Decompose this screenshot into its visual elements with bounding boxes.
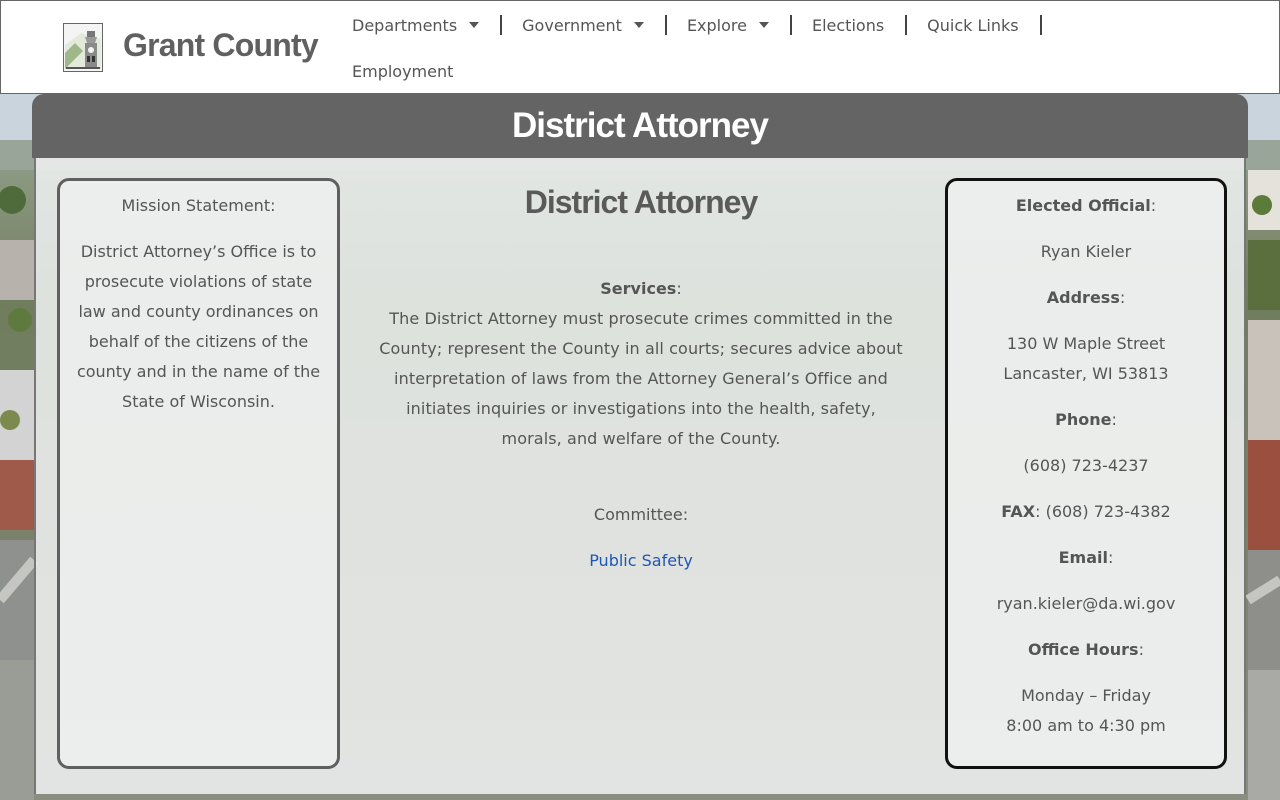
office-hours-heading: Office Hours: (1028, 640, 1144, 659)
address-line1: 130 W Maple Street (1006, 334, 1166, 353)
nav-divider (905, 15, 907, 35)
address-value (958, 329, 1214, 389)
main-nav (352, 13, 1062, 37)
elected-official-name: Ryan Kieler (1040, 242, 1132, 261)
phone-label: Phone (1055, 410, 1112, 429)
services-text: The District Attorney must prosecute crimes committed in the County; represent the County in all courts; secures advice about interpretation of laws from the Attorney General’s Office and initiates inquiries or investigations into the health, safety, morals, and welfare of the County. (379, 309, 903, 448)
elected-official-label: Elected Official (1015, 196, 1151, 215)
nav-quick-links-label: Quick Links (927, 15, 1019, 35)
fax-row: FAX: (608) 723-4382 (1001, 502, 1171, 521)
nav-employment-label: Employment (352, 61, 454, 81)
main-nav-row-2 (352, 59, 453, 83)
email-heading: Email: (1058, 548, 1114, 567)
courthouse-logo-icon (63, 23, 103, 72)
site-title[interactable]: Grant County (123, 27, 318, 63)
committee-label: Committee: (593, 505, 689, 524)
caret-down-icon (634, 22, 644, 28)
office-hours-days: Monday – Friday (1021, 686, 1151, 705)
committee-link[interactable]: Public Safety (589, 551, 693, 570)
office-hours-label: Office Hours (1028, 640, 1139, 659)
caret-down-icon (469, 22, 479, 28)
mission-card (57, 178, 340, 769)
fax-value: (608) 723-4382 (1045, 502, 1171, 521)
mission-text: District Attorney’s Office is to prosecute violations of state law and county ordinances on behalf of the citizens of the county and in the name of the State of Wisconsin. (76, 242, 321, 411)
nav-departments-label: Departments (352, 15, 458, 35)
nav-elections-label: Elections (811, 15, 885, 35)
nav-government-label: Government (522, 15, 622, 35)
nav-divider (1040, 15, 1042, 35)
services-label: Services (600, 279, 677, 298)
nav-explore-label: Explore (686, 15, 747, 35)
nav-departments[interactable] (352, 13, 479, 37)
department-title: District Attorney (524, 184, 758, 220)
office-hours-value (958, 681, 1214, 741)
nav-quick-links[interactable] (927, 13, 1018, 37)
caret-down-icon (759, 22, 769, 28)
phone-value: (608) 723-4237 (1023, 456, 1149, 475)
email-label: Email (1058, 548, 1108, 567)
site-header (0, 0, 1280, 94)
nav-divider (665, 15, 667, 35)
email-value: ryan.kieler@da.wi.gov (996, 594, 1176, 613)
services-heading: Services: (600, 279, 682, 298)
content-panel (32, 94, 1248, 794)
elected-official-heading: Elected Official: (1015, 196, 1157, 215)
fax-label: FAX (1001, 502, 1036, 521)
mission-heading: Mission Statement: (121, 196, 276, 215)
office-hours-time: 8:00 am to 4:30 pm (1006, 716, 1166, 735)
department-info (376, 182, 906, 576)
nav-divider (790, 15, 792, 35)
nav-elections[interactable] (812, 13, 884, 37)
address-heading: Address: (1046, 288, 1126, 307)
contact-card (945, 178, 1227, 769)
panel-body (34, 158, 1246, 794)
panel-header (32, 94, 1248, 158)
committee-value (376, 546, 906, 576)
address-label: Address (1046, 288, 1120, 307)
nav-explore[interactable] (687, 13, 769, 37)
nav-government[interactable] (522, 13, 644, 37)
nav-employment[interactable] (352, 59, 453, 83)
nav-divider (500, 15, 502, 35)
county-courthouse-logo[interactable] (63, 23, 103, 72)
address-line2: Lancaster, WI 53813 (1003, 364, 1169, 383)
page-title: District Attorney (512, 106, 768, 145)
phone-heading: Phone: (1055, 410, 1117, 429)
